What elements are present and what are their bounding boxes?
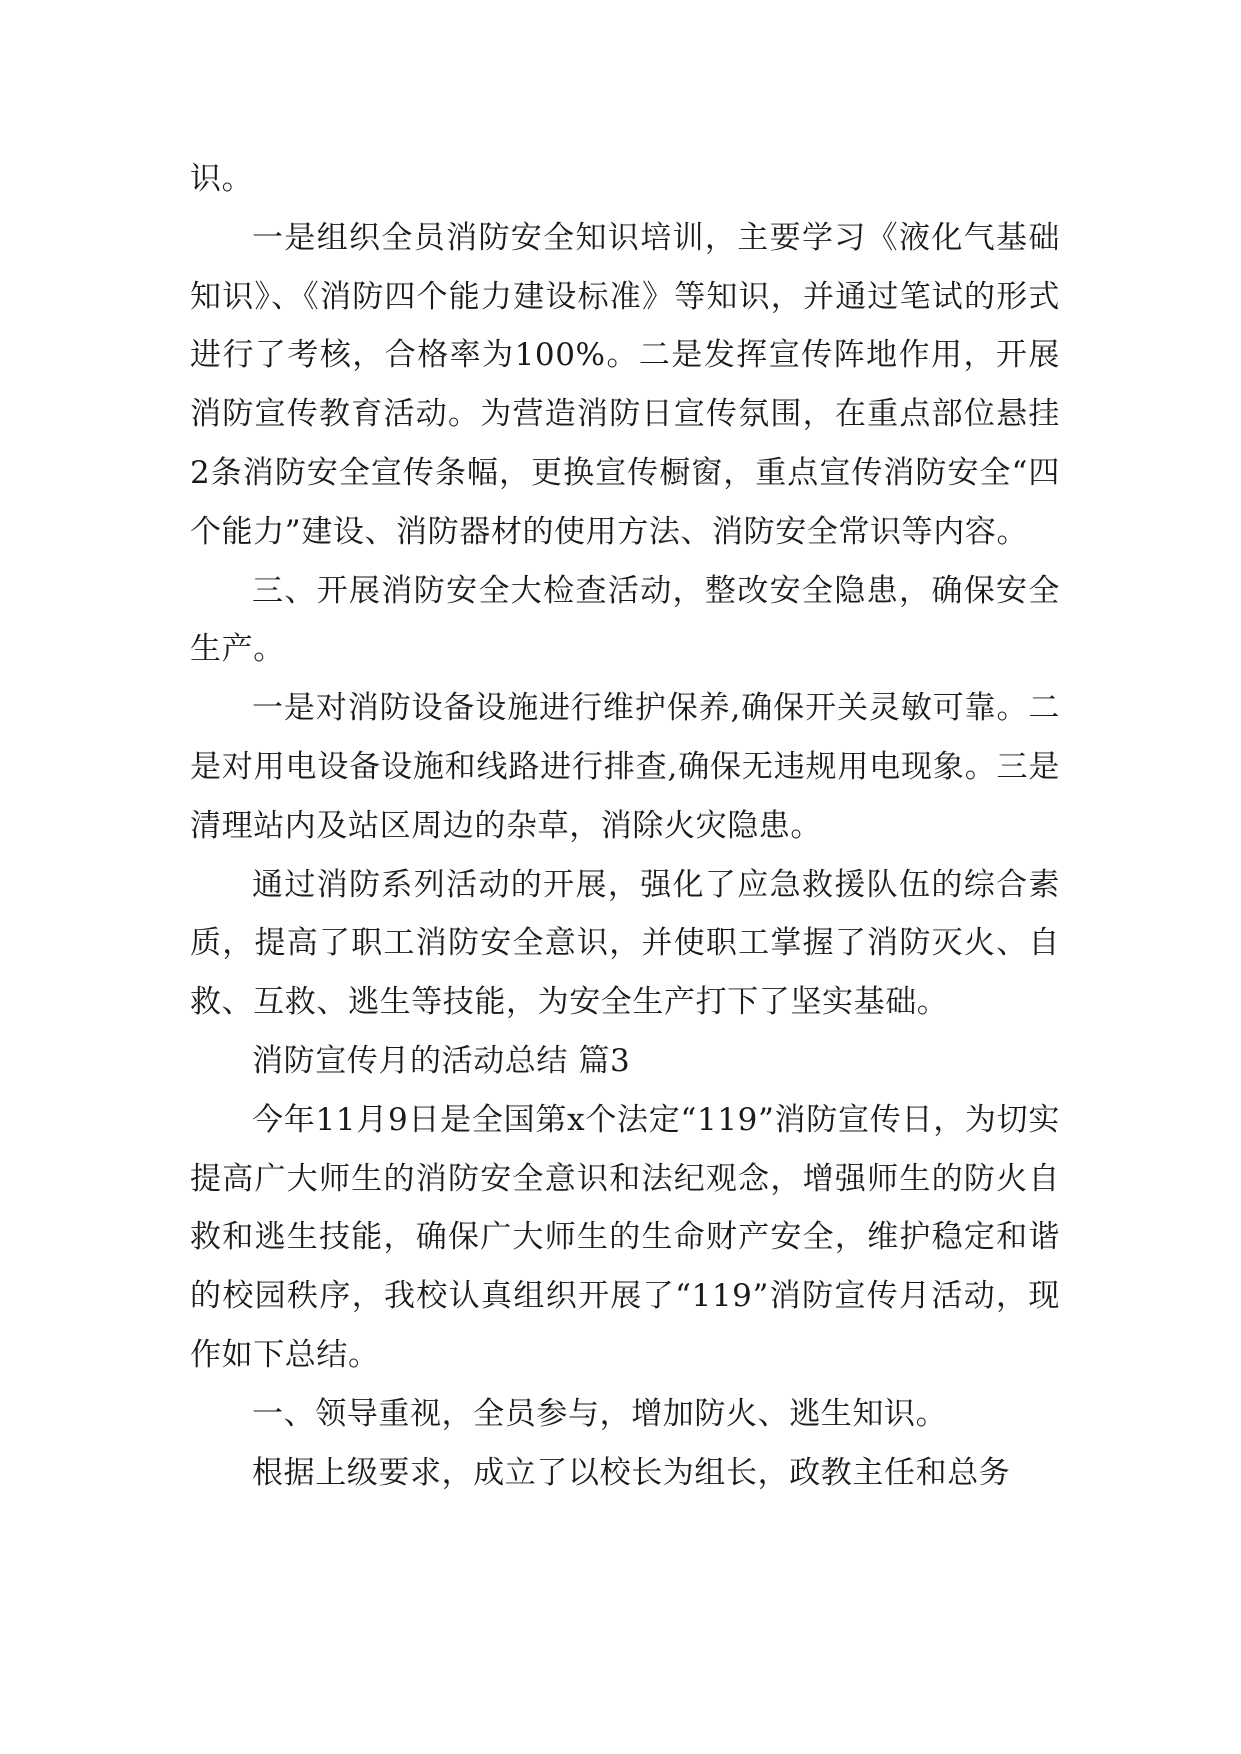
article-heading: 消防宣传月的活动总结 篇3 [252,1042,631,1079]
paragraph-continuation: 识。 [190,161,254,197]
paragraph-intro: 今年11月9日是全国第x个法定“119”消防宣传日，为切实提高广大师生的消防安全意识和法纪观念，增强师生的防火自救和逃生技能，确保广大师生的生命财产安全，维护稳定和谐的校园秩序，我校认真组织开展了“119”消防宣传月活动，现作如下总结。 [190,1101,1060,1373]
paragraph-organization: 根据上级要求，成立了以校长为组长，政教主任和总务 [252,1454,1011,1491]
paragraph-results: 通过消防系列活动的开展，强化了应急救援队伍的综合素质，提高了职工消防安全意识，并使职工掌握了消防灭火、自救、互救、逃生等技能，为安全生产打下了坚实基础。 [190,866,1060,1021]
section-heading-inspection: 三、开展消防安全大检查活动，整改安全隐患，确保安全生产。 [190,572,1060,668]
paragraph-training: 一是组织全员消防安全知识培训，主要学习《液化气基础知识》、《消防四个能力建设标准》等知识，并通过笔试的形式进行了考核，合格率为100%。二是发挥宣传阵地作用，开展消防宣传教育活动。为营造消防日宣传氛围，在重点部位悬挂2条消防安全宣传条幅，更换宣传橱窗，重点宣传消防安全“四个能力”建设、消防器材的使用方法、消防安全常识等内容。 [190,219,1060,550]
section-heading-leadership: 一、领导重视，全员参与，增加防火、逃生知识。 [252,1395,948,1432]
paragraph-maintenance: 一是对消防设备设施进行维护保养,确保开关灵敏可靠。二是对用电设备设施和线路进行排查,确保无违规用电现象。三是清理站内及站区周边的杂草，消除火灾隐患。 [190,690,1060,844]
document-body [190,150,1060,1502]
